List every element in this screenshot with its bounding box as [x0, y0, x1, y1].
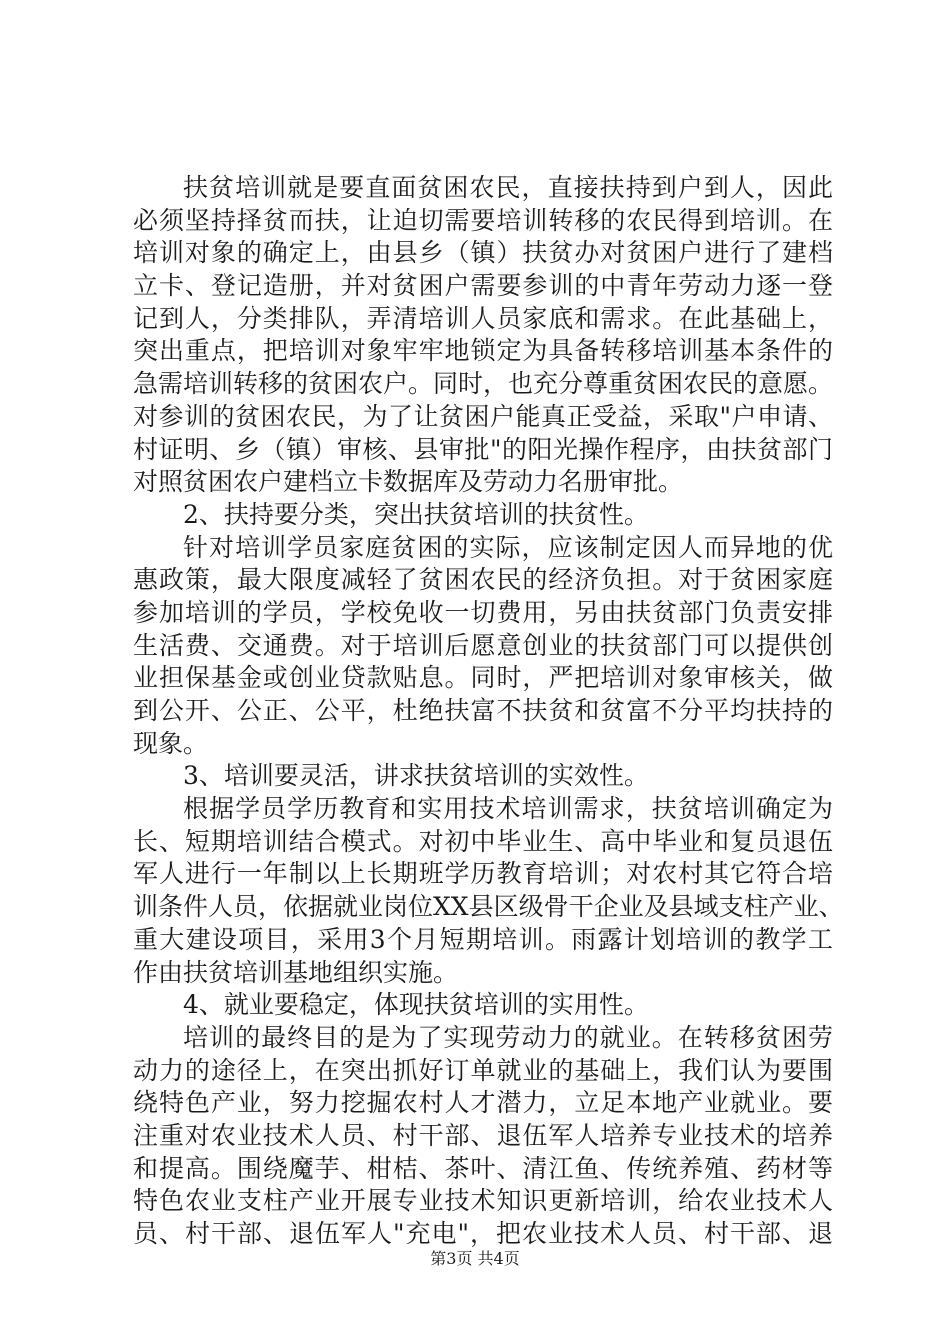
- text-line: 对参训的贫困农民，为了让贫困户能真正受益，采取"户申请、: [133, 401, 833, 431]
- text-line: 参加培训的学员，学校免收一切费用，另由扶贫部门负责安排: [133, 597, 833, 627]
- text-line: 突出重点，把培训对象牢牢地锁定为具备转移培训基本条件的: [133, 336, 833, 366]
- text-line: 惠政策，最大限度减轻了贫困农民的经济负担。对于贫困家庭: [133, 565, 833, 595]
- text-line: 2、扶持要分类，突出扶贫培训的扶贫性。: [183, 499, 649, 529]
- text-line: 训条件人员，依据就业岗位XX县区级骨干企业及县域支柱产业、: [133, 892, 844, 922]
- text-line: 现象。: [133, 728, 209, 758]
- text-line: 生活费、交通费。对于培训后愿意创业的扶贫部门可以提供创: [133, 630, 833, 660]
- text-line: 扶贫培训就是要直面贫困农民，直接扶持到户到人，因此: [183, 173, 833, 202]
- text-line: 村证明、乡（镇）审核、县审批"的阳光操作程序，由扶贫部门: [133, 434, 833, 464]
- text-line: 必须坚持择贫而扶，让迫切需要培训转移的农民得到培训。在: [133, 205, 833, 235]
- text-line: 3、培训要灵活，讲求扶贫培训的实效性。: [183, 761, 649, 791]
- body-text: [133, 172, 844, 1251]
- text-line: 作由扶贫培训基地组织实施。: [133, 957, 459, 987]
- page-number: 第3页 共4页: [430, 1249, 520, 1268]
- text-line: 针对培训学员家庭贫困的实际，应该制定因人而异地的优: [183, 532, 833, 562]
- text-line: 业担保基金或创业贷款贴息。同时，严把培训对象审核关，做: [133, 663, 833, 693]
- text-line: 绕特色产业，努力挖掘农村人才潜力，立足本地产业就业。要: [133, 1088, 833, 1118]
- page-footer: [0, 1246, 950, 1269]
- text-line: 到公开、公正、公平，杜绝扶富不扶贫和贫富不分平均扶持的: [133, 696, 833, 725]
- text-line: 培训的最终目的是为了实现劳动力的就业。在转移贫困劳: [183, 1022, 833, 1052]
- text-line: 特色农业支柱产业开展专业技术知识更新培训，给农业技术人: [133, 1186, 833, 1216]
- text-line: 动力的途径上，在突出抓好订单就业的基础上，我们认为要围: [133, 1055, 833, 1085]
- text-line: 培训对象的确定上，由县乡（镇）扶贫办对贫困户进行了建档: [133, 238, 833, 268]
- text-line: 军人进行一年制以上长期班学历教育培训；对农村其它符合培: [133, 859, 833, 889]
- text-line: 急需培训转移的贫困农户。同时，也充分尊重贫困农民的意愿。: [133, 369, 834, 399]
- text-line: 对照贫困农户建档立卡数据库及劳动力名册审批。: [133, 467, 684, 497]
- text-line: 4、就业要稳定，体现扶贫培训的实用性。: [183, 990, 649, 1020]
- text-line: 长、短期培训结合模式。对初中毕业生、高中毕业和复员退伍: [133, 826, 833, 856]
- text-line: 员、村干部、退伍军人"充电"，把农业技术人员、村干部、退: [133, 1219, 833, 1248]
- text-line: 注重对农业技术人员、村干部、退伍军人培养专业技术的培养: [133, 1120, 833, 1150]
- text-line: 记到人，分类排队，弄清培训人员家底和需求。在此基础上，: [133, 303, 833, 333]
- text-line: 重大建设项目，采用3个月短期培训。雨露计划培训的教学工: [133, 924, 833, 954]
- text-line: 立卡、登记造册，并对贫困户需要参训的中青年劳动力逐一登: [133, 271, 833, 301]
- text-line: 根据学员学历教育和实用技术培训需求，扶贫培训确定为: [183, 794, 833, 824]
- text-line: 和提高。围绕魔芋、柑桔、茶叶、清江鱼、传统养殖、药材等: [133, 1153, 833, 1183]
